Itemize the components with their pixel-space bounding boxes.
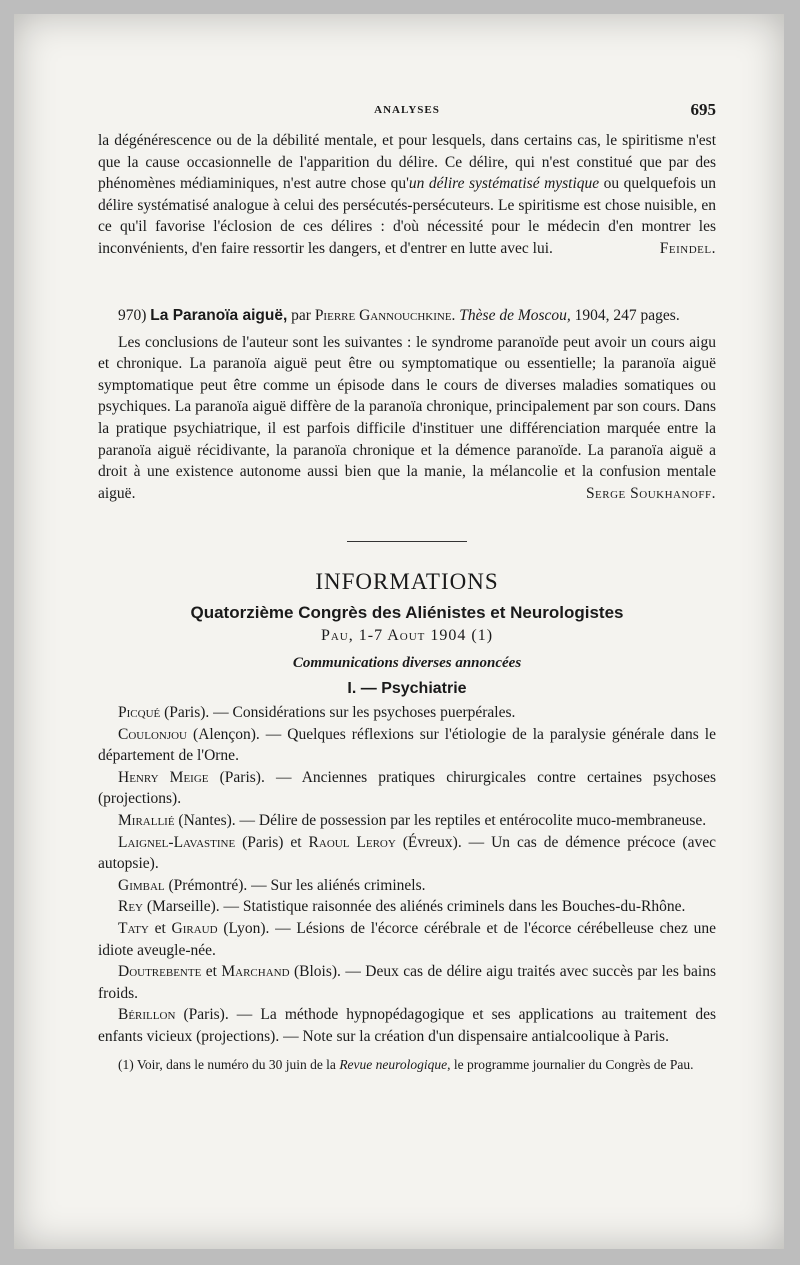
list-item: Coulonjou (Alençon). — Quelques réflexions sur l'étiologie de la paralysie générale dans le département de l'Orne. <box>98 725 716 765</box>
list-item: Gimbal (Prémontré). — Sur les aliénés criminels. <box>118 876 426 894</box>
review-author: Pierre Gannouchkine <box>314 307 452 324</box>
carryover-text: la dégénérescence ou de la débilité mentale, et pour lesquels, dans certains cas, le spiritisme n'est que la cause occasionnelle de l'apparition du délire. Ce délire, qui n'est constitué que par des phénomènes médiaminiques, n'est autre chose qu' <box>98 132 716 193</box>
author-name: Doutrebente <box>118 963 202 981</box>
informations-section <box>98 569 716 1074</box>
review-number: 970) <box>118 307 147 324</box>
author-name: Bérillon <box>118 1006 176 1024</box>
list-item: Picqué (Paris). — Considérations sur les psychoses puerpérales. <box>118 704 516 721</box>
carryover-paragraph <box>98 130 716 260</box>
footnote: (1) Voir, dans le numéro du 30 juin de la Revue neurologique, le programme journalier du Congrès de Pau. <box>118 1056 694 1072</box>
review-heading: 970) La Paranoïa aiguë, par Pierre Gannouchkine. Thèse de Moscou, 1904, 247 pages. <box>118 307 680 324</box>
list-item: Mirallié (Nantes). — Délire de possession par les reptiles et entérocolite muco-membraneuse. <box>118 811 707 829</box>
page-number: 695 <box>690 100 716 119</box>
section-psychiatrie: I. — Psychiatrie <box>347 680 467 697</box>
page <box>14 14 784 1249</box>
review-source: Thèse de Moscou, <box>459 307 571 324</box>
congress-title: Quatorzième Congrès des Aliénistes et Neurologistes <box>190 603 624 622</box>
review-970 <box>98 305 716 504</box>
author-name: Giraud <box>171 919 218 937</box>
informations-title: INFORMATIONS <box>315 569 499 594</box>
list-item: Doutrebente et Marchand (Blois). — Deux cas de délire aigu traités avec succès par les bains froids. <box>98 963 717 1002</box>
running-head: ANALYSES <box>374 104 440 116</box>
page-header <box>98 100 716 122</box>
list-item: Bérillon (Paris). — La méthode hypnopédagogique et ses applications au traitement des enfants vicieux (projections). — Note sur la création d'un dispensaire antialcoolique à Paris. <box>98 1006 716 1045</box>
author-name: Raoul Leroy <box>308 833 396 851</box>
author-name: Rey <box>118 898 144 916</box>
carryover-text-2: ou quelquefois un délire systématisé analogue à celui des persécutés-persécuteurs. Le spiritisme est chose nuisible, en ce qu'il favorise l'éclosion de ces délires : d'où nécessité pour le médecin d'en montrer les inconvénients, d'en faire ressortir les dangers, et d'entrer en lutte avec lui. <box>98 175 716 257</box>
author-name: Henry Meige <box>118 768 209 786</box>
author-name: Taty <box>118 919 149 937</box>
carryover-italic: un délire systématisé mystique <box>408 175 600 193</box>
list-item: Taty et Giraud (Lyon). — Lésions de l'écorce cérébrale et de l'écorce cérébelleuse chez une idiote aveugle-née. <box>98 919 716 959</box>
list-item: Rey (Marseille). — Statistique raisonnée des aliénés criminels dans les Bouches-du-Rhône. <box>118 898 686 916</box>
author-name: Coulonjou <box>118 725 188 743</box>
divider-rule <box>98 541 716 542</box>
review-title: La Paranoïa aiguë, <box>150 307 288 324</box>
entries-list <box>98 702 716 1048</box>
author-name: Picqué <box>118 704 161 721</box>
review-year-pages: 1904, 247 pages. <box>570 307 680 324</box>
communications-subheading: Communications diverses annoncées <box>292 655 522 671</box>
signature-feindel: Feindel. <box>659 239 716 257</box>
signature-soukhanoff: Serge Soukhanoff. <box>585 484 716 502</box>
list-item: Henry Meige (Paris). — Anciennes pratiques chirurgicales contre certaines psychoses (projections). <box>98 768 717 808</box>
author-name: Mirallié <box>118 811 175 829</box>
review-body: Les conclusions de l'auteur sont les suivantes : le syndrome paranoïde peut avoir un cours aigu et chronique. La paranoïa aiguë peut être ou symptomatique ou essentielle; la paranoïa aiguë symptomatique peut être comme un épisode dans le cours de diverses maladies somatiques ou psychiques. La paranoïa aiguë diffère de la paranoïa chronique, principalement par son cours. Dans la pratique psychiatrique, il est parfois difficile d'instituer une différenciation marquée entre la paranoïa aiguë récidivante, la paranoïa chronique et la démence paranoïde. La paranoïa aiguë a droit à une existence autonome aussi bien que la manie, la mélancolie et la confusion mentale aiguë. Serge Soukhanoff. <box>98 332 716 505</box>
list-item: Laignel-Lavastine (Paris) et Raoul Leroy (Évreux). — Un cas de démence précoce (avec autopsie). <box>98 833 716 873</box>
author-name: Gimbal <box>118 876 165 894</box>
congress-place-date: Pau, 1-7 Aout 1904 (1) <box>320 627 494 644</box>
author-name: Laignel-Lavastine <box>118 833 236 851</box>
author-name: Marchand <box>221 963 290 981</box>
